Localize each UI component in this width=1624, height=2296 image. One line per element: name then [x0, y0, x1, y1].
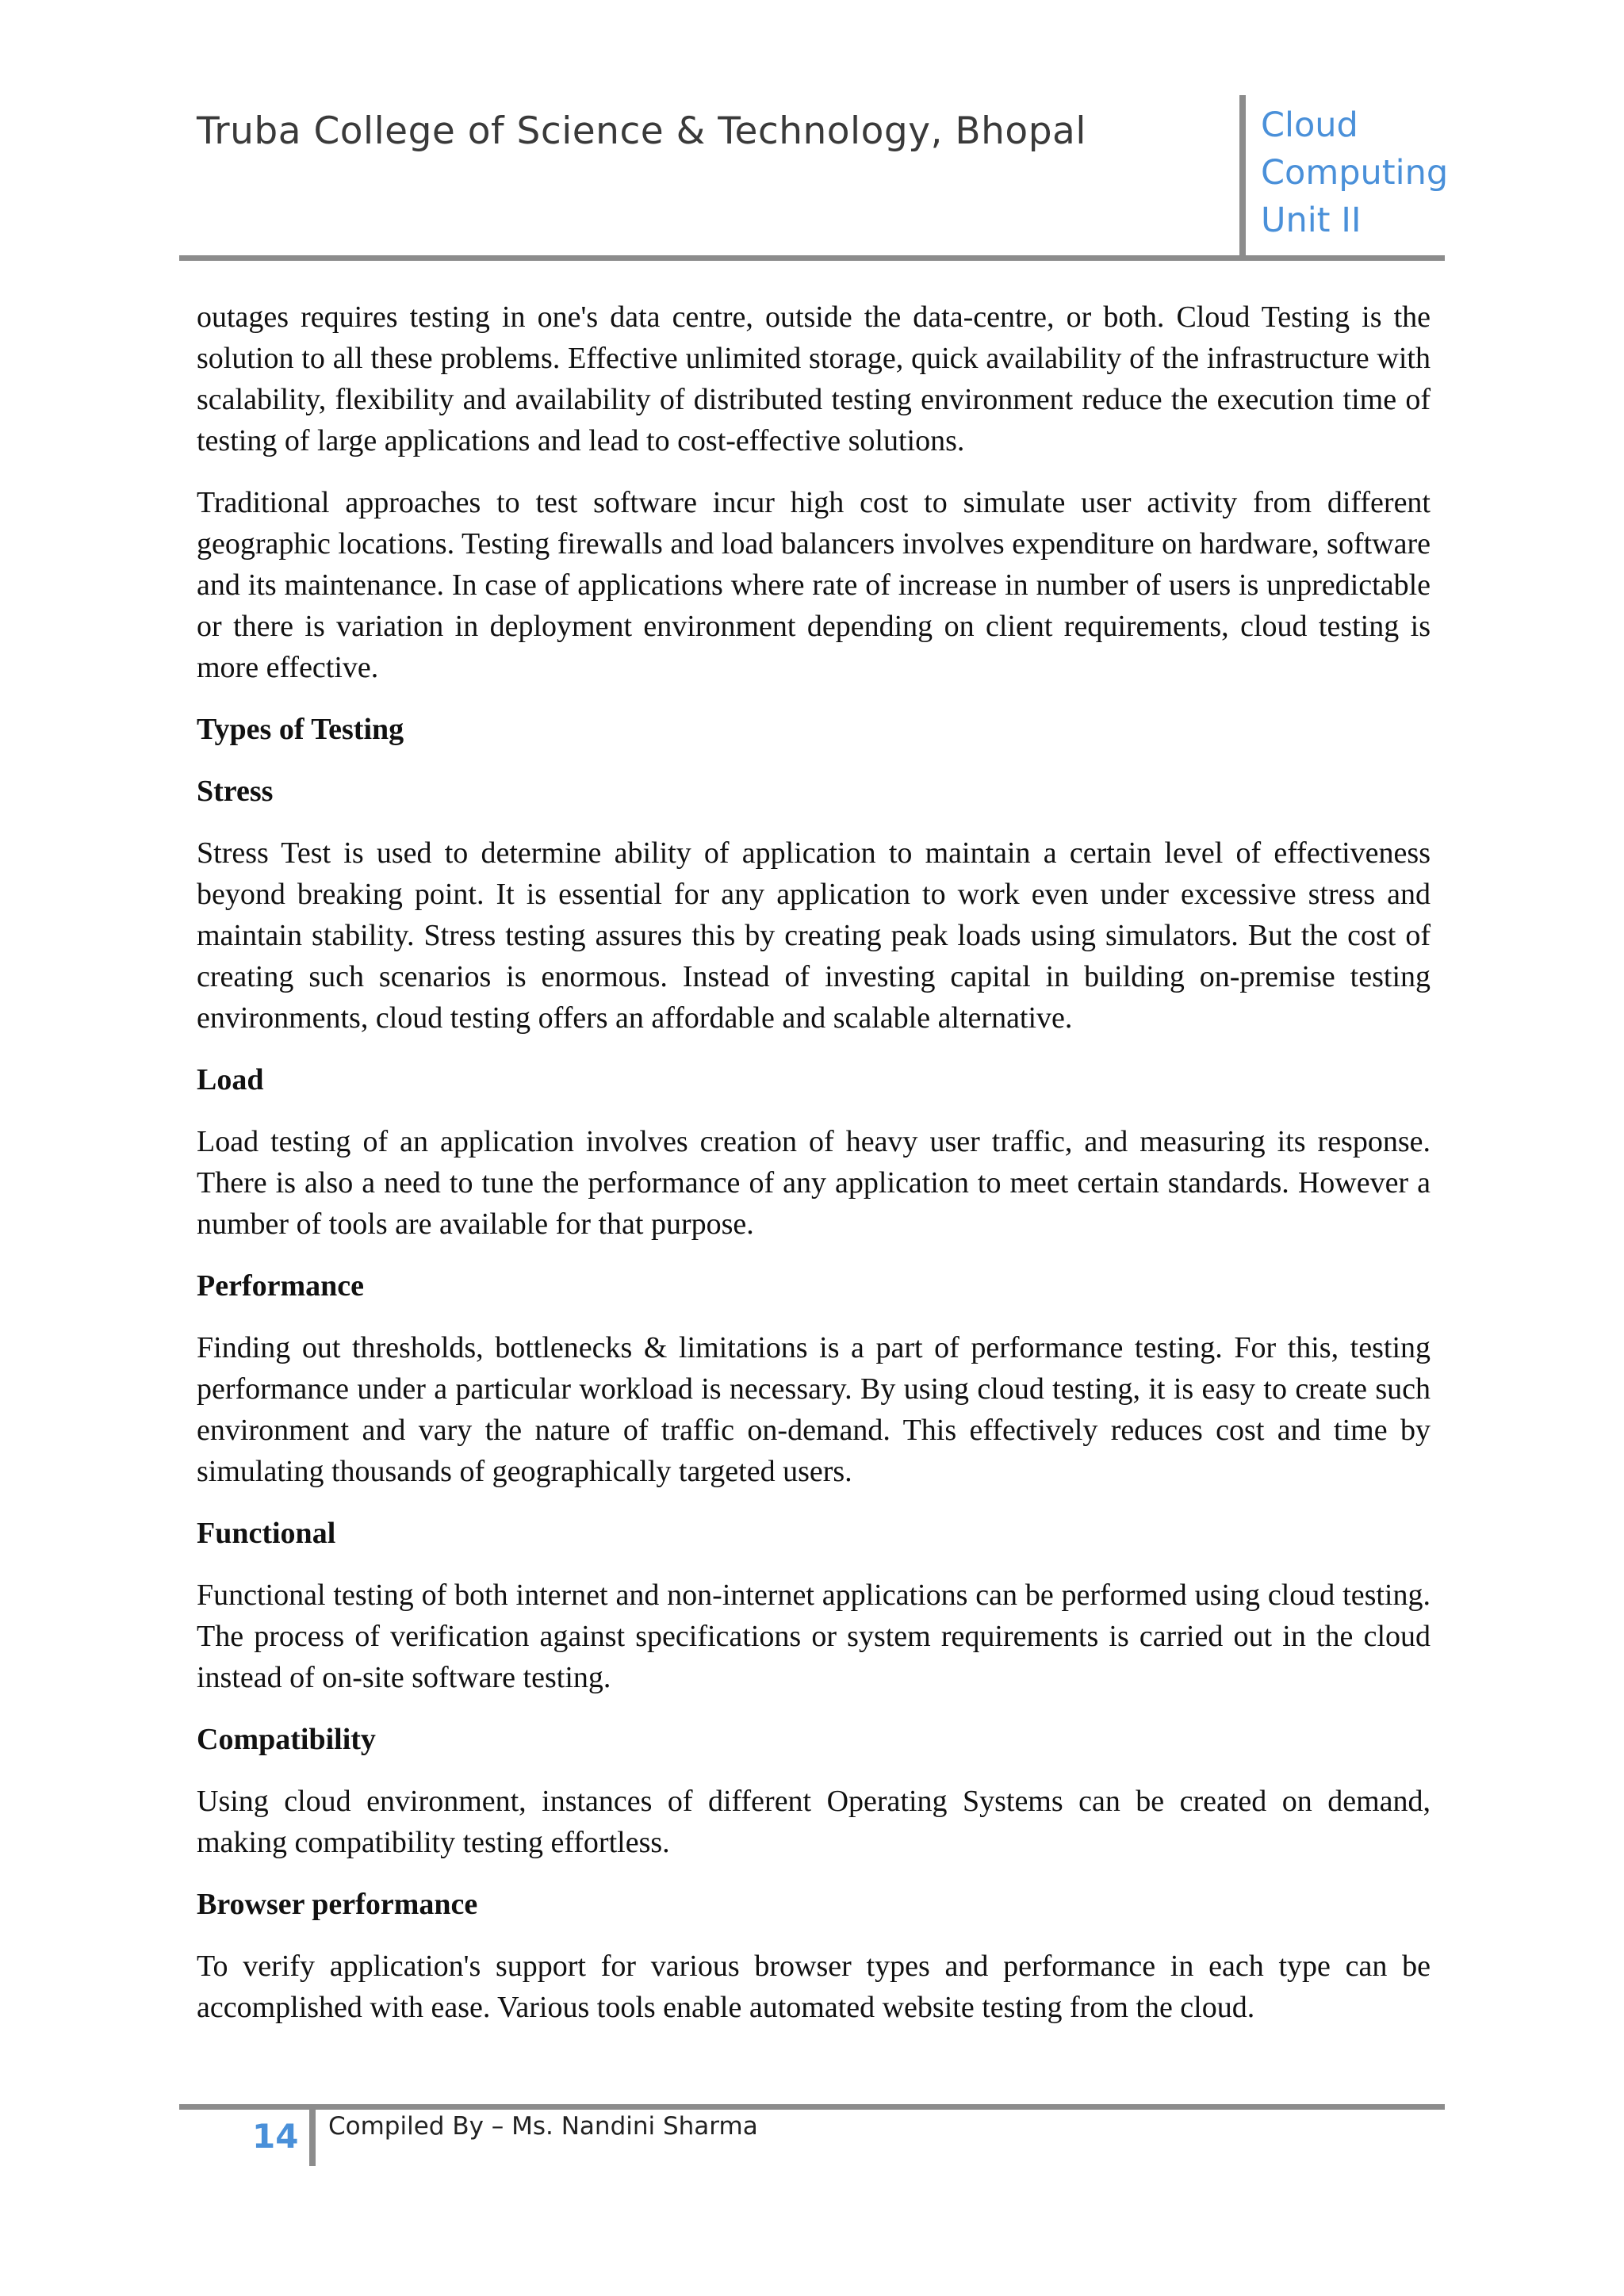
header-institution: Truba College of Science & Technology, Bhopal	[197, 109, 1086, 153]
paragraph: Traditional approaches to test software incur high cost to simulate user activity from different geographic locations. Testing firewalls and load balancers involves expenditure on hardware, software and its maintenance. In case of applications where rate of increase in number of users is unpredictable or there is variation in deployment environment depending on client requirements, cloud testing is more effective.	[197, 486, 1431, 684]
paragraph: Functional testing of both internet and non-internet applications can be performed using cloud testing. The process of verification against specifications or system requirements is carried out in the cloud instead of on-site software testing.	[197, 1578, 1431, 1694]
header-subject-line: Unit II	[1261, 201, 1362, 240]
footer-rule	[179, 2104, 1445, 2110]
paragraph: Using cloud environment, instances of different Operating Systems can be created on demand, making compatibility testing effortless.	[197, 1785, 1431, 1859]
paragraph: outages requires testing in one's data centre, outside the data-centre, or both. Cloud Testing is the solution to all these problems. Effective unlimited storage, quick availability of the infrastructure with scalability, flexibility and availability of distributed testing environment reduce the execution time of testing of large applications and lead to cost-effective solutions.	[197, 300, 1431, 457]
header-rule	[179, 255, 1445, 261]
header-subject-line: Computing	[1261, 153, 1449, 193]
paragraph: To verify application's support for various browser types and performance in each type can be accomplished with ease. Various tools enable automated website testing from the cloud.	[197, 1950, 1431, 2024]
header-divider	[1239, 95, 1246, 258]
paragraph: Finding out thresholds, bottlenecks & limitations is a part of performance testing. For this, testing performance under a particular workload is necessary. By using cloud testing, it is easy to create such environment and vary the nature of traffic on-demand. This effectively reduces cost and time by simulating thousands of geographically targeted users.	[197, 1331, 1431, 1488]
section-heading: Performance	[197, 1269, 364, 1303]
section-heading: Compatibility	[197, 1723, 376, 1756]
section-heading: Browser performance	[197, 1888, 478, 1921]
section-heading: Types of Testing	[197, 713, 404, 746]
footer-compiled-by: Compiled By – Ms. Nandini Sharma	[328, 2112, 758, 2141]
page-body	[197, 297, 1431, 2049]
paragraph: Stress Test is used to determine ability of application to maintain a certain level of effectiveness beyond breaking point. It is essential for any application to work even under excessive stress and maintain stability. Stress testing assures this by creating peak loads using simulators. But the cost of creating such scenarios is enormous. Instead of investing capital in building on-premise testing environments, cloud testing offers an affordable and scalable alternative.	[197, 836, 1431, 1035]
header-subject	[1261, 101, 1448, 244]
section-heading: Functional	[197, 1517, 336, 1550]
section-heading: Stress	[197, 775, 274, 808]
header-subject-line: Cloud	[1261, 105, 1358, 145]
paragraph: Load testing of an application involves creation of heavy user traffic, and measuring its response. There is also a need to tune the performance of any application to meet certain standards. However a number of tools are available for that purpose.	[197, 1125, 1431, 1241]
page-number: 14	[252, 2117, 299, 2156]
footer-divider	[309, 2109, 316, 2166]
section-heading: Load	[197, 1063, 264, 1096]
